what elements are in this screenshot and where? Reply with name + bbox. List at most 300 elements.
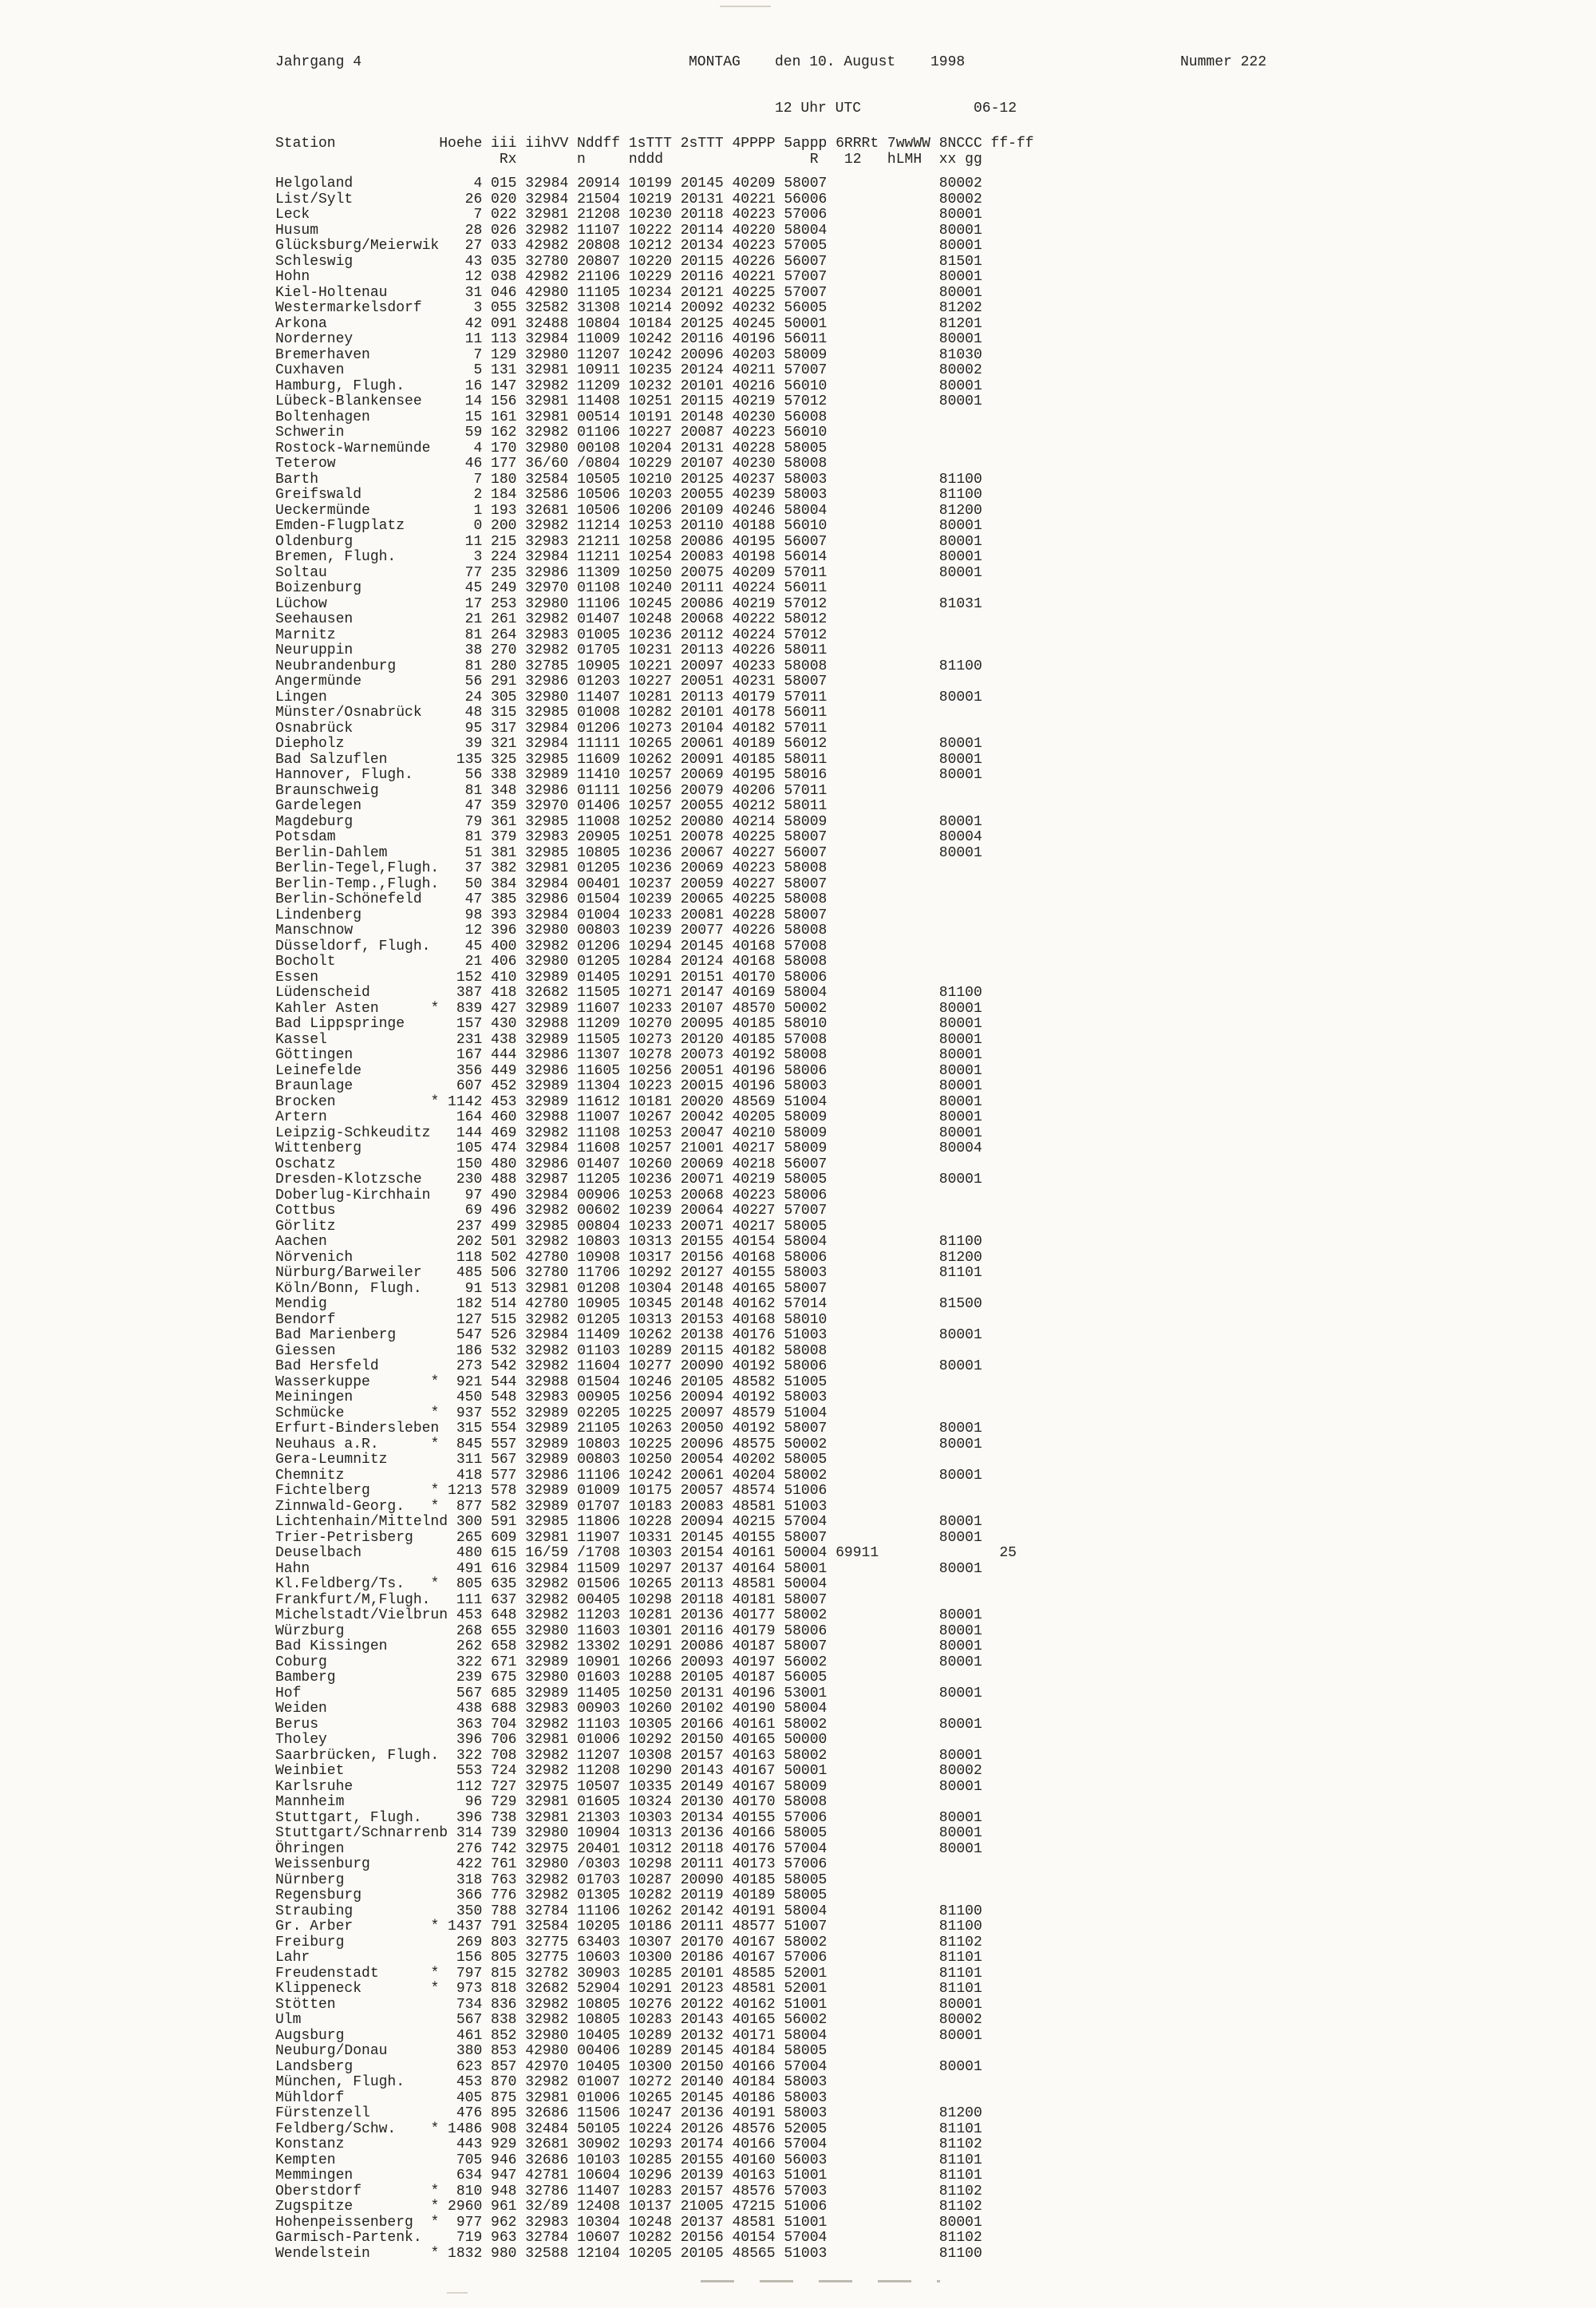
- mountain-station-marker: [430, 1592, 448, 1608]
- station-name: Berlin-Temp.,Flugh.: [275, 875, 448, 892]
- cloud-group-value: 80001: [938, 2058, 982, 2075]
- synop-groups: 300 591 32985 11806 10228 20094 40215 57004: [448, 1514, 828, 1530]
- cloud-group-value: 80001: [938, 844, 982, 861]
- table-row: [275, 908, 1017, 924]
- synop-groups: 127 515 32982 01205 10313 20153 40168 58010: [448, 1311, 828, 1328]
- cloud-group-value: 81101: [938, 1965, 982, 1982]
- spacer: [827, 829, 938, 845]
- spacer: [827, 1748, 938, 1764]
- station-name: Emden-Flugplatz: [275, 518, 431, 534]
- cloud-group-value: 80001: [938, 736, 982, 752]
- synop-groups: 202 501 32982 10803 10313 20155 40154 58004: [448, 1234, 828, 1250]
- cloud-group-value: 80001: [938, 751, 982, 768]
- spacer: [827, 1078, 938, 1094]
- station-name: Nürnberg: [275, 1871, 431, 1888]
- station-name: Zinnwald-Georg.: [275, 1498, 431, 1515]
- station-name: Bad Kissingen: [275, 1638, 431, 1654]
- mountain-station-marker: [430, 1078, 448, 1094]
- synop-groups: 135 325 32985 11609 10262 20091 40185 58011: [448, 751, 828, 768]
- synop-groups: 144 469 32982 11108 10253 20047 40210 58009: [448, 1124, 828, 1141]
- mountain-station-marker: [430, 1686, 448, 1701]
- table-row: [275, 2075, 1017, 2091]
- mountain-station-marker: [430, 1327, 448, 1343]
- station-name: Angermünde: [275, 674, 431, 690]
- station-name: Frankfurt/M,Flugh.: [275, 1591, 431, 1608]
- spacer: [827, 378, 938, 394]
- spacer: [827, 1686, 938, 1701]
- column-header-line2: Rx n nddd R 12 hLMH xx gg: [275, 152, 982, 168]
- synop-groups: 350 788 32784 11106 10262 20142 40191 58004: [448, 1903, 828, 1919]
- table-row: [275, 394, 1017, 410]
- synop-groups: 810 948 32786 11407 10283 20157 48576 57003: [448, 2183, 828, 2199]
- mountain-station-marker: [430, 1281, 448, 1297]
- table-row: [275, 1452, 1017, 1468]
- spacer: [827, 1296, 938, 1312]
- station-name: Chemnitz: [275, 1467, 431, 1484]
- mountain-station-marker: [430, 1452, 448, 1468]
- synop-groups: 4 015 32984 20914 10199 20145 40209 58007: [448, 176, 828, 192]
- station-name: Helgoland: [275, 176, 431, 192]
- station-name: Garmisch-Partenk.: [275, 2230, 431, 2246]
- station-name: Weinbiet: [275, 1763, 431, 1779]
- scan-artifact: [720, 6, 771, 7]
- station-name: Memmingen: [275, 2168, 431, 2184]
- cloud-group-value: 80001: [938, 1000, 982, 1017]
- station-name: Westermarkelsdorf: [275, 300, 431, 316]
- table-row: [275, 1328, 1017, 1344]
- station-name: Bocholt: [275, 954, 431, 970]
- station-name: Feldberg/Schw.: [275, 2120, 431, 2137]
- spacer: [827, 2168, 938, 2184]
- table-row: [275, 1390, 1017, 1406]
- spacer: [827, 192, 938, 207]
- table-row: [275, 970, 1017, 986]
- table-row: [275, 1562, 1017, 1578]
- table-row: [275, 2153, 1017, 2169]
- synop-groups: 491 616 32984 11509 10297 20137 40164 58001: [448, 1560, 828, 1577]
- cloud-group-value: 80001: [938, 1093, 982, 1110]
- synop-groups: 98 393 32984 01004 10233 20081 40228 58007: [448, 907, 828, 923]
- mountain-station-marker: [430, 1654, 448, 1670]
- mountain-station-marker: [430, 705, 448, 721]
- station-name: Stuttgart/Schnarrenb: [275, 1825, 448, 1841]
- cloud-group-value: 80001: [938, 813, 982, 830]
- synop-groups: 56 338 32989 11410 10257 20069 40195 58016: [448, 767, 828, 783]
- spacer: [827, 985, 938, 1001]
- spacer: [827, 1530, 938, 1546]
- mountain-station-marker: [430, 1032, 448, 1048]
- table-row: [275, 1188, 1017, 1204]
- observation-range-label: 06-12: [974, 101, 1017, 117]
- cloud-group-value: 81102: [938, 2199, 982, 2215]
- mountain-station-marker: [430, 580, 448, 596]
- spacer: [827, 503, 938, 519]
- table-row: [275, 705, 1017, 721]
- cloud-group-value: 80001: [938, 1809, 982, 1826]
- spacer: [827, 1016, 938, 1032]
- table-row: [275, 504, 1017, 520]
- station-name: Michelstadt/Vielbrun: [275, 1607, 448, 1623]
- mountain-station-marker: [430, 939, 448, 954]
- table-row: [275, 286, 1017, 302]
- table-row: [275, 207, 1017, 223]
- table-row: [275, 2215, 1017, 2231]
- cloud-group-value: 80001: [938, 1654, 982, 1670]
- synop-groups: 273 542 32982 11604 10277 20090 40192 58006: [448, 1358, 828, 1374]
- station-name: Bremen, Flugh.: [275, 549, 431, 565]
- station-name: Fürstenzell: [275, 2105, 431, 2121]
- synop-groups: 318 763 32982 01703 10287 20090 40185 58005: [448, 1871, 828, 1888]
- station-name: Oschatz: [275, 1156, 431, 1172]
- synop-groups: 476 895 32686 11506 10247 20136 40191 58003: [448, 2105, 828, 2121]
- cloud-group-value: 81100: [938, 471, 982, 488]
- cloud-group-value: 81200: [938, 1249, 982, 1266]
- cloud-group-value: 80001: [938, 549, 982, 565]
- synop-groups: 21 406 32980 01205 10284 20124 40168 58008: [448, 954, 828, 970]
- mountain-station-marker: [430, 2028, 448, 2044]
- table-row: [275, 1701, 1017, 1717]
- table-row: [275, 1950, 1017, 1966]
- mountain-station-marker: [430, 1623, 448, 1639]
- table-row: [275, 1593, 1017, 1609]
- station-name: Arkona: [275, 315, 431, 332]
- mountain-station-marker: [430, 907, 448, 923]
- station-name: Gr. Arber: [275, 1919, 431, 1935]
- table-row: [275, 737, 1017, 753]
- synop-groups: 262 658 32982 13302 10291 20086 40187 58007: [448, 1638, 828, 1654]
- table-row: [275, 2199, 1017, 2215]
- mountain-station-marker: [430, 503, 448, 519]
- synop-groups: 156 805 32775 10603 10300 20186 40167 57006: [448, 1950, 828, 1966]
- station-name: Lindenberg: [275, 907, 431, 923]
- cloud-group-value: 80001: [938, 1560, 982, 1577]
- synop-groups: 96 729 32981 01605 10324 20130 40170 58008: [448, 1794, 828, 1810]
- spacer: [827, 1623, 938, 1639]
- cloud-group-value: 81200: [938, 2105, 982, 2121]
- synop-groups: 56 291 32986 01203 10227 20051 40231 58007: [448, 674, 828, 690]
- spacer: [827, 2121, 938, 2137]
- table-row: [275, 1110, 1017, 1126]
- cloud-group-value: 80001: [938, 1327, 982, 1343]
- cloud-group-value: 80001: [938, 1016, 982, 1032]
- cloud-group-value: 80001: [938, 331, 982, 347]
- spacer: [827, 1841, 938, 1857]
- synop-groups: 46 177 36/60 /0804 10229 20107 40230 58008: [448, 456, 828, 472]
- scan-artifact: [701, 2280, 940, 2282]
- mountain-station-marker: [430, 472, 448, 488]
- station-name: Wasserkuppe: [275, 1373, 431, 1390]
- station-name: Freiburg: [275, 1934, 431, 1950]
- cloud-group-value: 80002: [938, 362, 982, 378]
- mountain-station-marker: [430, 2105, 448, 2121]
- spacer: [827, 2184, 938, 2199]
- synop-groups: 485 506 32780 11706 10292 20127 40155 58003: [448, 1265, 828, 1281]
- mountain-station-marker: [430, 1856, 448, 1872]
- mountain-station-marker: [430, 798, 448, 814]
- spacer: [827, 1047, 938, 1063]
- mountain-station-marker: [430, 362, 448, 378]
- table-row: [275, 519, 1017, 535]
- station-name: Rostock-Warnemünde: [275, 440, 431, 456]
- spacer: [827, 207, 938, 223]
- table-row: [275, 1468, 1017, 1484]
- cloud-group-value: 81031: [938, 595, 982, 612]
- synop-groups: 797 815 32782 30903 10285 20101 48585 52001: [448, 1965, 828, 1982]
- station-name: Wendelstein: [275, 2245, 431, 2262]
- synop-groups: 105 474 32984 11608 10257 21001 40217 58009: [448, 1140, 828, 1156]
- synop-groups: 91 513 32981 01208 10304 20148 40165 58007: [448, 1280, 828, 1297]
- table-row: [275, 1733, 1017, 1749]
- table-row: [275, 2168, 1017, 2184]
- station-name: Konstanz: [275, 2136, 431, 2152]
- station-name: Tholey: [275, 1732, 431, 1748]
- table-row: [275, 939, 1017, 955]
- cloud-group-value: 81030: [938, 346, 982, 363]
- mountain-station-marker: [430, 1358, 448, 1374]
- synop-groups: 37 382 32981 01205 10236 20069 40223 58008: [448, 860, 828, 876]
- station-name: Schleswig: [275, 253, 431, 270]
- cloud-group-value: 81101: [938, 2120, 982, 2137]
- cloud-group-value: 80004: [938, 1140, 982, 1156]
- station-name: Artern: [275, 1109, 431, 1125]
- station-name: Landsberg: [275, 2058, 431, 2075]
- spacer: [827, 2230, 938, 2246]
- mountain-station-marker: [430, 378, 448, 394]
- cloud-group-value: 80001: [938, 1638, 982, 1654]
- cloud-group-value: 81102: [938, 2136, 982, 2152]
- table-row: [275, 2029, 1017, 2045]
- spacer: [827, 1234, 938, 1250]
- synop-groups: 265 609 32981 11907 10331 20145 40155 58007: [448, 1529, 828, 1546]
- spacer: [827, 1514, 938, 1530]
- synop-groups: 1213 578 32989 01009 10175 20057 48574 51006: [448, 1483, 828, 1499]
- spacer: [827, 472, 938, 488]
- mountain-station-marker: [430, 1794, 448, 1810]
- synop-groups: 39 321 32984 11111 10265 20061 40189 56012: [448, 736, 828, 752]
- mountain-station-marker: [430, 1063, 448, 1079]
- mountain-station-marker: [430, 736, 448, 752]
- mountain-station-marker: [430, 1468, 448, 1484]
- synop-groups: 157 430 32988 11209 10270 20095 40185 58010: [448, 1016, 828, 1032]
- spacer: [827, 1717, 938, 1733]
- mountain-station-marker: [430, 658, 448, 674]
- mountain-station-marker: [430, 1125, 448, 1141]
- table-row: [275, 1531, 1017, 1547]
- table-row: [275, 892, 1017, 908]
- cloud-group-value: 80001: [938, 1031, 982, 1048]
- station-name: Norderney: [275, 331, 431, 347]
- synop-groups: 366 776 32982 01305 10282 20119 40189 58005: [448, 1887, 828, 1903]
- spacer: [827, 1437, 938, 1452]
- synop-groups: 937 552 32989 02205 10225 20097 48579 51004: [448, 1405, 828, 1421]
- mountain-station-marker: [430, 2090, 448, 2106]
- synop-groups: 322 671 32989 10901 10266 20093 40197 56002: [448, 1654, 828, 1670]
- station-name: Bad Hersfeld: [275, 1358, 431, 1374]
- cloud-group-value: 81101: [938, 1981, 982, 1997]
- spacer: [827, 285, 938, 301]
- spacer: [827, 518, 938, 534]
- table-row: [275, 1048, 1017, 1064]
- station-name: Kassel: [275, 1031, 431, 1048]
- station-name: Neuburg/Donau: [275, 2043, 431, 2059]
- table-row: [275, 846, 1017, 862]
- station-name: Köln/Bonn, Flugh.: [275, 1280, 431, 1297]
- table-row: [275, 1608, 1017, 1624]
- mountain-station-marker: *: [430, 1093, 448, 1110]
- mountain-station-marker: [430, 1903, 448, 1919]
- table-row: [275, 348, 1017, 364]
- cloud-group-value: 80002: [938, 2012, 982, 2028]
- station-name: Oberstdorf: [275, 2183, 431, 2199]
- synop-groups: 314 739 32980 10904 10313 20136 40166 58005: [448, 1825, 828, 1841]
- spacer: [827, 1561, 938, 1577]
- mountain-station-marker: [430, 1389, 448, 1405]
- table-row: [275, 488, 1017, 504]
- table-row: [275, 1500, 1017, 1516]
- synop-groups: 363 704 32982 11103 10305 20166 40161 58002: [448, 1716, 828, 1733]
- synop-groups: 269 803 32775 63403 10307 20170 40167 58002: [448, 1934, 828, 1950]
- table-row: [275, 784, 1017, 800]
- mountain-station-marker: [430, 1638, 448, 1654]
- synop-groups: 47 359 32970 01406 10257 20055 40212 58011: [448, 798, 828, 814]
- synop-groups: 405 875 32981 01006 10265 20145 40186 58003: [448, 2089, 828, 2106]
- cloud-group-value: 81101: [938, 2168, 982, 2184]
- table-row: [275, 1655, 1017, 1671]
- synop-groups: 567 685 32989 11405 10250 20131 40196 53001: [448, 1685, 828, 1701]
- synop-groups: 623 857 42970 10405 10300 20150 40166 57004: [448, 2058, 828, 2075]
- station-name: Zugspitze: [275, 2199, 431, 2215]
- table-row: [275, 954, 1017, 970]
- table-row: [275, 1344, 1017, 1360]
- observation-time-label: 12 Uhr UTC: [775, 101, 862, 117]
- cloud-group-value: 80001: [938, 1529, 982, 1546]
- synop-groups: 422 761 32980 /0303 10298 20111 40173 57006: [448, 1856, 828, 1872]
- table-row: [275, 332, 1017, 348]
- spacer: [827, 736, 938, 752]
- spacer: [827, 1966, 938, 1982]
- synop-groups: 7 129 32980 11207 10242 20096 40203 58009: [448, 346, 828, 363]
- station-name: Lichtenhain/Mittelnd: [275, 1514, 448, 1530]
- cloud-group-value: 81102: [938, 2183, 982, 2199]
- synop-groups: 3 224 32984 11211 10254 20083 40198 56014: [448, 549, 828, 565]
- synop-groups: 553 724 32982 11208 10290 20143 40167 50001: [448, 1763, 828, 1779]
- spacer: [827, 2028, 938, 2044]
- synop-groups: 1437 791 32584 10205 10186 20111 48577 51007: [448, 1919, 828, 1935]
- synop-groups: 118 502 42780 10908 10317 20156 40168 58006: [448, 1249, 828, 1266]
- table-row: [275, 535, 1017, 551]
- cloud-group-value: 80001: [938, 1421, 982, 1437]
- mountain-station-marker: [430, 642, 448, 658]
- table-row: [275, 223, 1017, 239]
- mountain-station-marker: [430, 300, 448, 316]
- mountain-station-marker: [430, 534, 448, 550]
- cloud-group-value: 80001: [938, 1358, 982, 1374]
- volume-label: Jahrgang 4: [275, 54, 362, 70]
- cloud-group-value: 81100: [938, 1234, 982, 1250]
- mountain-station-marker: [430, 331, 448, 347]
- mountain-station-marker: [430, 1561, 448, 1577]
- station-name: Lahr: [275, 1950, 431, 1966]
- station-name: Gera-Leumnitz: [275, 1452, 431, 1468]
- mountain-station-marker: [430, 814, 448, 830]
- synop-groups: 734 836 32982 10805 10276 20122 40162 51001: [448, 1996, 828, 2013]
- table-row: [275, 2247, 1017, 2263]
- synop-groups: 26 020 32984 21504 10219 20131 40221 56006: [448, 191, 828, 207]
- spacer: [827, 362, 938, 378]
- cloud-group-value: 80001: [938, 533, 982, 550]
- synop-groups: 547 526 32984 11409 10262 20138 40176 51003: [448, 1327, 828, 1343]
- cloud-group-value: 80001: [938, 1172, 982, 1188]
- mountain-station-marker: [430, 285, 448, 301]
- synop-groups: 15 161 32981 00514 10191 20148 40230 56008: [448, 409, 828, 425]
- table-row: [275, 1095, 1017, 1111]
- station-name: Neuruppin: [275, 642, 431, 658]
- synop-groups: 231 438 32989 11505 10273 20120 40185 57008: [448, 1031, 828, 1048]
- station-name: Boizenburg: [275, 580, 431, 596]
- synop-groups: 311 567 32989 00803 10250 20054 40202 58005: [448, 1452, 828, 1468]
- cloud-group-value: 80002: [938, 176, 982, 192]
- synop-groups: 396 738 32981 21303 10303 20134 40155 57006: [448, 1809, 828, 1826]
- cloud-group-value: 80001: [938, 284, 982, 301]
- synop-groups: 634 947 42781 10604 10296 20139 40163 51001: [448, 2168, 828, 2184]
- table-row: [275, 1577, 1017, 1593]
- mountain-station-marker: [430, 347, 448, 363]
- mountain-station-marker: [430, 1935, 448, 1950]
- synop-groups: 322 708 32982 11207 10308 20157 40163 58002: [448, 1747, 828, 1764]
- mountain-station-marker: [430, 1140, 448, 1156]
- spacer: [827, 2105, 938, 2121]
- spacer: [827, 845, 938, 861]
- cloud-group-value: 80001: [938, 518, 982, 534]
- mountain-station-marker: *: [430, 2214, 448, 2231]
- table-row: [275, 1141, 1017, 1157]
- spacer: [827, 1810, 938, 1826]
- station-name: Hahn: [275, 1560, 431, 1577]
- station-name: Braunlage: [275, 1078, 431, 1094]
- cloud-group-value: 80001: [938, 1047, 982, 1063]
- table-row: [275, 861, 1017, 877]
- spacer: [827, 814, 938, 830]
- mountain-station-marker: [430, 767, 448, 783]
- mountain-station-marker: [430, 752, 448, 768]
- cloud-group-value: 80001: [938, 2214, 982, 2231]
- synop-groups: 453 870 32982 01007 10272 20140 40184 58003: [448, 2074, 828, 2090]
- synop-groups: 21 261 32982 01407 10248 20068 40222 58012: [448, 611, 828, 627]
- mountain-station-marker: [430, 2074, 448, 2090]
- spacer: [827, 1265, 938, 1281]
- synop-groups: 97 490 32984 00906 10253 20068 40223 58006: [448, 1187, 828, 1203]
- mountain-station-marker: [430, 783, 448, 799]
- station-name: Oldenburg: [275, 533, 431, 550]
- spacer: [827, 1094, 938, 1110]
- mountain-station-marker: [430, 456, 448, 472]
- station-name: Saarbrücken, Flugh.: [275, 1747, 448, 1764]
- spacer: [827, 347, 938, 363]
- mountain-station-marker: [430, 954, 448, 970]
- station-name: Weissenburg: [275, 1856, 431, 1872]
- spacer: [827, 596, 938, 612]
- cloud-group-value: 81200: [938, 502, 982, 519]
- synop-groups: 69 496 32982 00602 10239 20064 40227 57007: [448, 1203, 828, 1219]
- station-name: Augsburg: [275, 2027, 431, 2044]
- mountain-station-marker: [430, 1203, 448, 1219]
- mountain-station-marker: [430, 223, 448, 239]
- table-row: [275, 690, 1017, 706]
- station-name: Hof: [275, 1685, 431, 1701]
- station-name: Hohn: [275, 269, 431, 285]
- mountain-station-marker: *: [430, 1965, 448, 1982]
- spacer: [827, 1172, 938, 1188]
